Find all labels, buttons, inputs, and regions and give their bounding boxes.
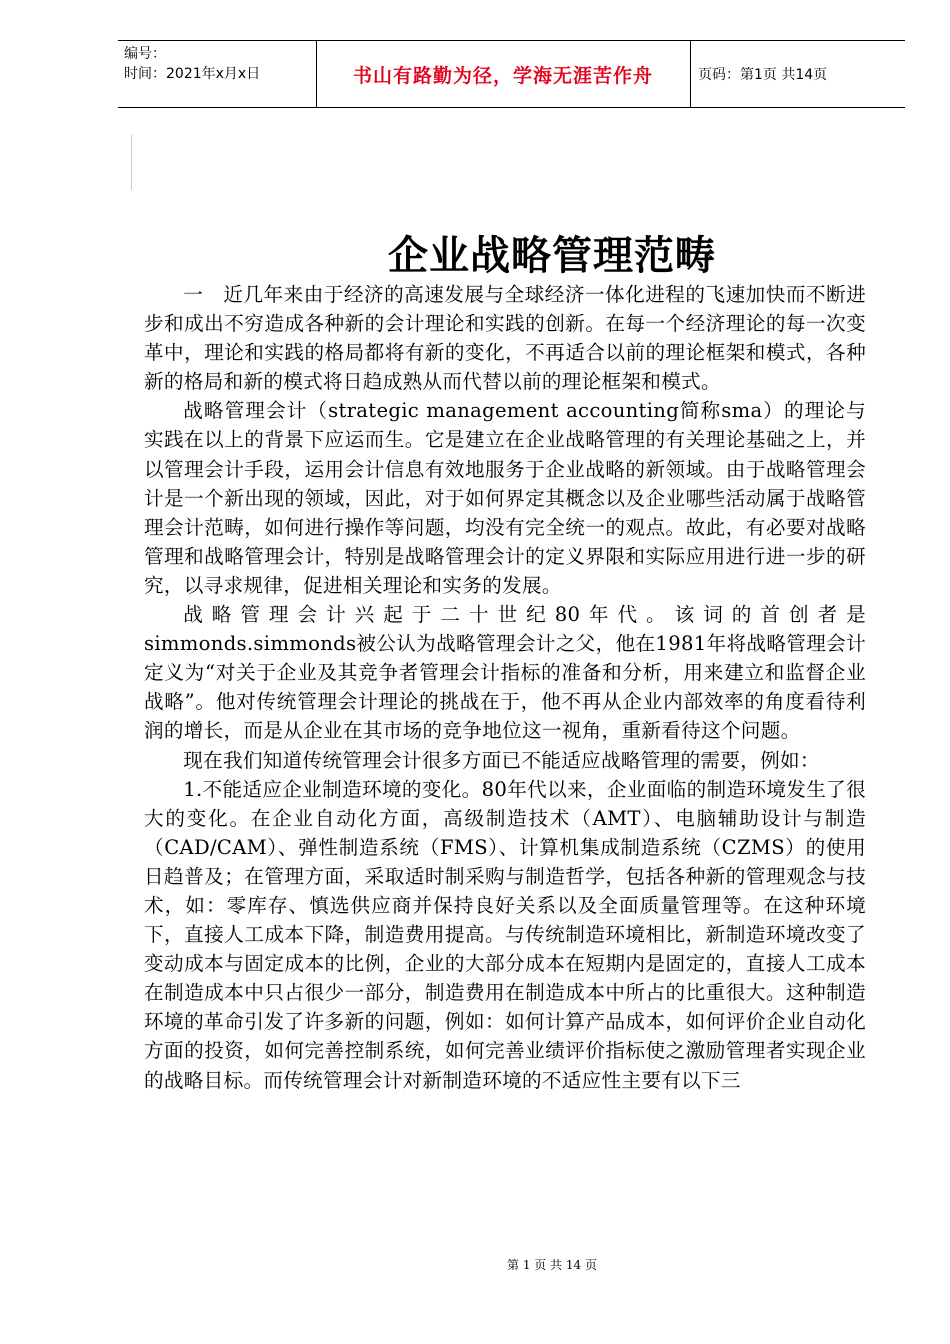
page-footer: 第 1 页 共 14 页 (507, 1258, 597, 1272)
paragraph: 1.不能适应企业制造环境的变化。80年代以来，企业面临的制造环境发生了很大的变化。在企业自动化方面，高级制造技术（AMT）、电脑辅助设计与制造（CAD/CAM）、弹性制造系统（FMS）、计算机集成制造系统（CZMS）的使用日趋普及；在管理方面，采取适时制采购与制造哲学，包括各种新的管理观念与技术，如：零库存、慎选供应商并保持良好关系以及全面质量管理等。在这种环境下，直接人工成本下降，制造费用提高。与传统制造环境相比，新制造环境改变了变动成本与固定成本的比例，企业的大部分成本在短期内是固定的，直接人工成本在制造成本中只占很少一部分，制造费用在制造成本中所占的比重很大。这种制造环境的革命引发了许多新的问题，例如：如何计算产品成本，如何评价企业自动化方面的投资，如何完善控制系统，如何完善业绩评价指标使之激励管理者实现企业的战略目标。而传统管理会计对新制造环境的不适应性主要有以下三 (144, 777, 866, 1092)
paragraph: 一 近几年来由于经济的高速发展与全球经济一体化进程的飞速加快而不断进步和成出不穷造成各种新的会计理论和实践的创新。在每一个经济理论的每一次变革中，理论和实践的格局都将有新的变化，不再适合以前的理论框架和模式，各种新的格局和新的模式将日趋成熟从而代替以前的理论框架和模式。 (144, 283, 866, 394)
document-title: 企业战略管理范畴 (388, 232, 716, 279)
header-time-label: 时间：2021年x月x日 (124, 66, 261, 82)
header-number-label: 编号： (124, 46, 166, 62)
header-meta (124, 44, 260, 84)
paragraph: 现在我们知道传统管理会计很多方面已不能适应战略管理的需要，例如： (183, 748, 820, 772)
paragraph: 战略管理会计（strategic management accounting简称sma）的理论与实践在以上的背景下应运而生。它是建立在企业战略管理的有关理论基础之上，并以管理会计手段，运用会计信息有效地服务于企业战略的新领域。由于战略管理会计是一个新出现的领域，因此，对于如何界定其概念以及企业哪些活动属于战略管理会计范畴，如何进行操作等问题，均没有完全统一的观点。故此，有必要对战略管理和战略管理会计，特别是战略管理会计的定义界限和实际应用进行进一步的研究，以寻求规律，促进相关理论和实务的发展。 (144, 399, 866, 597)
header-motto: 书山有路勤为径，学海无涯苦作舟 (352, 64, 653, 87)
header-page-info: 页码：第1页 共14页 (698, 67, 828, 83)
margin-marker (131, 135, 132, 190)
header-divider-right (690, 40, 691, 108)
document-body (144, 280, 866, 1095)
paragraph: 战略管理会计兴起于二十世纪80年代。该词的首创者是simmonds.simmonds被公认为战略管理会计之父，他在1981年将战略管理会计定义为“对关于企业及其竞争者管理会计指标的准备和分析，用来建立和监督企业战略”。他对传统管理会计理论的挑战在于，他不再从企业内部效率的角度看待利润的增长，而是从企业在其市场的竞争地位这一视角，重新看待这个问题。 (144, 603, 866, 743)
